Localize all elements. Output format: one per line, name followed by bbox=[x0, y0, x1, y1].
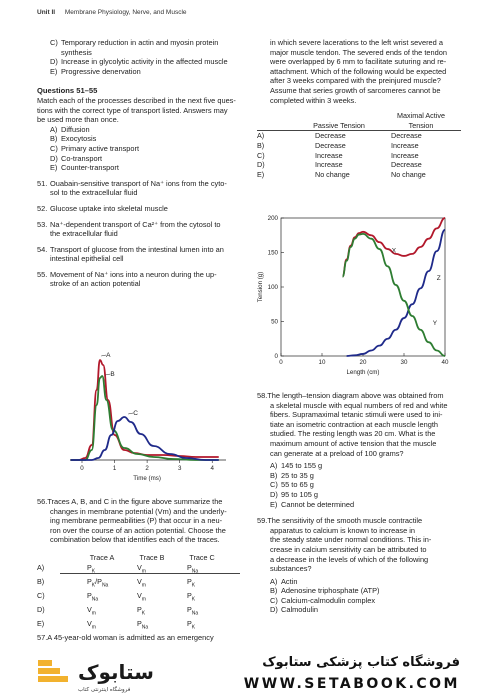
question-line bbox=[37, 279, 237, 289]
question-line: Assume that series growth of sarcomeres cannot be bbox=[270, 85, 441, 95]
question-line bbox=[37, 179, 237, 189]
answer-option bbox=[270, 596, 463, 606]
right-column bbox=[257, 38, 463, 179]
table-cell: Decrease bbox=[391, 131, 422, 141]
option-text: Co-transport bbox=[61, 153, 103, 163]
question-line bbox=[37, 188, 237, 198]
option-text: synthesis bbox=[61, 47, 92, 57]
carry-option-line bbox=[37, 48, 237, 58]
table-cell: $P_K$ bbox=[187, 618, 196, 631]
table-cell: $P_{Na}$ bbox=[187, 604, 199, 617]
table-cell: C) bbox=[257, 150, 265, 160]
option-text: Temporary reduction in actin and myosin protein bbox=[61, 38, 219, 47]
question-56-block bbox=[37, 497, 237, 633]
option-label: E) bbox=[50, 66, 58, 76]
question-line: attachment. Which of the following would be expected bbox=[270, 66, 447, 76]
question-line bbox=[37, 526, 237, 536]
trace-answer-table bbox=[37, 553, 227, 633]
length-tension-figure bbox=[257, 208, 463, 385]
table-cell: No change bbox=[315, 169, 350, 179]
table-header-cell: Trace C bbox=[189, 552, 215, 562]
question-number: 57. bbox=[37, 633, 48, 642]
answer-option bbox=[270, 577, 463, 587]
table-header-cell: Trace A bbox=[89, 552, 115, 562]
question-text: crease in calcium sensitivity can be attributed to bbox=[270, 544, 427, 554]
carry-option-line bbox=[37, 57, 237, 67]
series-label-x: X bbox=[391, 247, 397, 255]
y-tick-label: 200 bbox=[267, 215, 278, 222]
question-text: ron over the course of an action potential. Choose the bbox=[50, 525, 226, 535]
answer-option bbox=[270, 461, 463, 471]
option-label: A) bbox=[50, 124, 58, 134]
option-label: D) bbox=[270, 489, 278, 499]
question-53 bbox=[37, 220, 237, 239]
question-line bbox=[257, 410, 463, 420]
question-text: maximum amount of active tension that the muscle bbox=[270, 438, 437, 448]
table-row bbox=[37, 577, 227, 591]
question-text: The length–tension diagram above was obtained from bbox=[267, 391, 444, 400]
question-55 bbox=[37, 270, 237, 289]
logo-wordmark: ستابوک bbox=[78, 660, 154, 684]
question-54 bbox=[37, 245, 237, 264]
question-text: fibers. Supramaximal tetanic stimuli were used to ini- bbox=[270, 410, 443, 420]
table-row bbox=[257, 151, 461, 161]
table-cell: $P_K$ bbox=[87, 562, 96, 574]
option-label: C) bbox=[270, 595, 278, 605]
x-tick-label: 20 bbox=[359, 359, 367, 366]
x-axis-label: Time (ms) bbox=[133, 475, 161, 482]
table-cell: Increase bbox=[315, 160, 343, 170]
table-cell: A) bbox=[257, 131, 265, 141]
option-text: Diffusion bbox=[61, 124, 90, 134]
table-row bbox=[257, 160, 461, 170]
table-cell: No change bbox=[391, 169, 426, 179]
banner-title: فروشگاه کتاب پزشکی ستابوک bbox=[262, 655, 460, 670]
question-line bbox=[257, 564, 463, 574]
table-row bbox=[257, 131, 461, 141]
option-label: C) bbox=[270, 480, 278, 490]
question-line: in which severe lacerations to the left wrist severed a bbox=[270, 38, 443, 47]
carry-option-line bbox=[37, 67, 237, 77]
table-cell: $V_m$ bbox=[137, 590, 146, 603]
question-text: stroke of an action potential bbox=[50, 279, 141, 289]
table-cell: $P_K$ bbox=[187, 590, 196, 603]
x-tick-label: 10 bbox=[318, 359, 326, 366]
table-cell: D) bbox=[257, 160, 265, 170]
option-label: D) bbox=[50, 57, 58, 67]
running-header bbox=[37, 9, 187, 16]
table-header-cell: Maximal Active bbox=[397, 111, 445, 121]
question-text: changes in membrane potential (Vm) and the underly- bbox=[50, 506, 227, 516]
y-tick-label: 100 bbox=[267, 284, 278, 291]
table-cell: Decrease bbox=[315, 140, 346, 150]
table-header-cell bbox=[257, 111, 297, 121]
question-57-start bbox=[37, 633, 237, 643]
transport-option bbox=[50, 144, 237, 154]
table-cell: Increase bbox=[391, 140, 419, 150]
question-58 bbox=[257, 391, 463, 458]
option-label: B) bbox=[50, 134, 58, 144]
option-label: E) bbox=[270, 499, 278, 509]
transport-option bbox=[50, 163, 237, 173]
question-line bbox=[257, 526, 463, 536]
question-number: 56. bbox=[37, 497, 48, 506]
table-cell: $P_K$ bbox=[187, 576, 196, 589]
option-label: C) bbox=[50, 38, 58, 47]
question-text: tiate an isometric contraction at each muscle length bbox=[270, 419, 439, 429]
question-line bbox=[257, 391, 463, 401]
y-tick-label: 150 bbox=[267, 249, 278, 257]
option-label: A) bbox=[270, 461, 278, 471]
unit-label: Unit II bbox=[37, 9, 56, 16]
question-line bbox=[257, 535, 463, 545]
banner-url[interactable]: WWW.SETABOOK.COM bbox=[243, 676, 460, 692]
answer-option bbox=[270, 586, 463, 596]
question-number: 59. bbox=[257, 516, 268, 526]
series-line-b bbox=[71, 376, 219, 460]
carry-option-line bbox=[37, 38, 237, 48]
question-text: ing membrane permeabilities (P) that occur in a neu- bbox=[50, 516, 223, 526]
question-text: the extracellular fluid bbox=[50, 229, 118, 239]
question-56 bbox=[37, 497, 237, 545]
questions-heading: Questions 51–55 bbox=[37, 86, 98, 96]
option-text: Progressive denervation bbox=[61, 66, 141, 76]
answer-option bbox=[270, 471, 463, 481]
option-text: Increase in glycolytic activity in the affected muscle bbox=[61, 57, 228, 67]
table-header-cell: Tension bbox=[381, 121, 461, 131]
table-cell: $P_K/P_{Na}$ bbox=[87, 576, 109, 589]
transport-options bbox=[37, 125, 237, 173]
table-cell: Increase bbox=[391, 150, 419, 160]
question-number: 53. bbox=[37, 219, 48, 229]
option-text: 25 to 35 g bbox=[281, 470, 314, 480]
question-text: combination below that identifies each of the traces. bbox=[50, 535, 220, 545]
question-line bbox=[257, 439, 463, 449]
table-cell: A) bbox=[37, 562, 45, 572]
plot-frame bbox=[281, 218, 445, 356]
table-cell: $P_K$ bbox=[137, 604, 146, 617]
table-row bbox=[37, 605, 227, 619]
series-label-b: B bbox=[110, 371, 115, 378]
question-line bbox=[257, 429, 463, 439]
tension-answer-table bbox=[257, 111, 461, 179]
table-cell: Increase bbox=[315, 150, 343, 160]
question-text: Traces A, B, and C in the figure above summarize the bbox=[47, 497, 223, 506]
question-line bbox=[257, 545, 463, 555]
series-label-a: A bbox=[106, 352, 111, 359]
table-cell: $P_{Na}$ bbox=[87, 590, 99, 603]
table-row bbox=[37, 563, 227, 577]
question-text: The sensitivity of the smooth muscle contractile bbox=[267, 516, 423, 526]
x-tick-label: 40 bbox=[441, 359, 449, 366]
table-cell: Decrease bbox=[391, 160, 422, 170]
question-text: Transport of glucose from the intestinal lumen into an bbox=[50, 244, 224, 254]
logo-tagline: فروشگاه اینترنتی کتاب bbox=[78, 687, 131, 693]
option-text: Adenosine triphosphate (ATP) bbox=[281, 586, 380, 596]
table-cell: $V_m$ bbox=[87, 604, 96, 617]
answer-option bbox=[270, 500, 463, 510]
option-label: E) bbox=[50, 163, 58, 173]
answer-option bbox=[270, 490, 463, 500]
x-tick-label: 30 bbox=[400, 359, 408, 366]
transport-option bbox=[50, 134, 237, 144]
transport-option bbox=[50, 125, 237, 135]
table-cell: C) bbox=[37, 590, 45, 600]
question-number: 54. bbox=[37, 244, 48, 254]
table-header-row bbox=[37, 553, 227, 563]
option-text: Calcium-calmodulin complex bbox=[281, 595, 376, 605]
action-potential-chart bbox=[60, 342, 230, 492]
question-text: a decrease in the levels of which of the following bbox=[270, 554, 429, 564]
option-text: 55 to 65 g bbox=[281, 480, 314, 490]
question-line bbox=[257, 555, 463, 565]
question-number: 52. bbox=[37, 203, 48, 213]
table-header-cell: Passive Tension bbox=[297, 121, 381, 131]
action-potential-figure bbox=[60, 342, 230, 497]
table-header-cell bbox=[257, 121, 297, 131]
question-line bbox=[37, 633, 237, 643]
question-line bbox=[257, 449, 463, 459]
table-header-row bbox=[257, 121, 461, 131]
question-line bbox=[37, 204, 237, 214]
question-text: intestinal epithelial cell bbox=[50, 254, 124, 264]
question-line bbox=[37, 220, 237, 230]
question-text: substances? bbox=[270, 564, 312, 574]
question-line bbox=[257, 516, 463, 526]
option-label: D) bbox=[50, 153, 58, 163]
table-header-cell bbox=[297, 111, 381, 121]
table-cell: $V_m$ bbox=[137, 576, 146, 589]
logo-mark-icon bbox=[38, 660, 68, 682]
question-text: Ouabain-sensitive transport of Na⁺ ions from the cyto- bbox=[50, 178, 227, 188]
question-text: a skeletal muscle with equal numbers of red and white bbox=[270, 400, 448, 410]
question-line bbox=[37, 229, 237, 239]
table-row bbox=[257, 141, 461, 151]
instruction-line: tions with the correct type of transport listed. Answers may bbox=[37, 105, 228, 115]
question-59 bbox=[257, 516, 463, 574]
table-cell: B) bbox=[37, 576, 45, 586]
table-cell: Decrease bbox=[315, 131, 346, 141]
right-lower-questions bbox=[257, 391, 463, 615]
question-text: apparatus to calcium is known to increase in bbox=[270, 525, 416, 535]
instruction-line: be used more than once. bbox=[37, 115, 119, 125]
instruction-line: Match each of the processes described in the next five ques- bbox=[37, 95, 236, 105]
chapter-title: Membrane Physiology, Nerve, and Muscle bbox=[64, 9, 187, 16]
question-51 bbox=[37, 179, 237, 198]
question-line: after 3 weeks compared with the preinjured muscle? bbox=[270, 76, 441, 86]
table-cell: E) bbox=[37, 618, 45, 628]
x-tick-label: 4 bbox=[210, 465, 214, 472]
table-cell: $P_{Na}$ bbox=[137, 618, 149, 631]
table-cell: $P_{Na}$ bbox=[187, 562, 199, 574]
question-number: 58. bbox=[257, 391, 268, 400]
y-tick-label: 0 bbox=[274, 353, 278, 360]
option-text: Counter-transport bbox=[61, 163, 119, 173]
option-text: 95 to 105 g bbox=[281, 489, 318, 499]
question-line bbox=[37, 245, 237, 255]
series-label-c: C bbox=[133, 410, 138, 417]
question-line bbox=[37, 535, 237, 545]
x-tick-label: 0 bbox=[279, 359, 283, 366]
x-axis-label: Length (cm) bbox=[346, 369, 380, 376]
table-cell: $V_m$ bbox=[87, 618, 96, 631]
series-label-z: Z bbox=[436, 275, 441, 283]
table-cell: E) bbox=[257, 169, 265, 179]
question-52 bbox=[37, 204, 237, 214]
question-text: the steady state under normal conditions. This in- bbox=[270, 535, 432, 545]
question-57-continued bbox=[257, 38, 463, 105]
x-tick-label: 2 bbox=[145, 465, 149, 472]
option-label: B) bbox=[270, 586, 278, 596]
question-text: studied. The resting length was 20 cm. What is the bbox=[270, 429, 436, 439]
table-header-cell bbox=[37, 553, 77, 563]
question-line bbox=[37, 497, 237, 507]
question-59-options bbox=[257, 577, 463, 615]
question-57-first-line bbox=[37, 633, 237, 643]
question-text: Na⁺-dependent transport of Ca²⁺ from the cytosol to bbox=[50, 219, 221, 229]
question-text: sol to the extracellular fluid bbox=[50, 188, 138, 198]
option-label: C) bbox=[50, 143, 58, 153]
x-tick-label: 1 bbox=[112, 465, 117, 472]
question-line: were overlapped by 6 mm to facilitate suturing and re- bbox=[270, 57, 447, 67]
question-text: Movement of Na⁺ ions into a neuron during the up- bbox=[50, 269, 217, 279]
option-text: Exocytosis bbox=[61, 134, 97, 144]
series-label-y: Y bbox=[432, 319, 438, 327]
question-line bbox=[37, 516, 237, 526]
y-axis-label: Tension (g) bbox=[257, 271, 264, 303]
option-text: Calmodulin bbox=[281, 605, 318, 615]
option-text: Primary active transport bbox=[61, 143, 140, 153]
option-text: Actin bbox=[281, 576, 298, 586]
answer-option bbox=[270, 480, 463, 490]
table-header-rule bbox=[60, 573, 240, 574]
question-number: 51. bbox=[37, 178, 48, 188]
x-tick-label: 0 bbox=[80, 465, 84, 472]
table-header-cell: Trace B bbox=[139, 552, 165, 562]
question-line: completed within 3 weeks. bbox=[270, 95, 357, 105]
option-label: B) bbox=[270, 470, 278, 480]
table-cell: D) bbox=[37, 604, 45, 614]
question-line bbox=[257, 420, 463, 430]
carry-over-options bbox=[37, 38, 237, 76]
question-text: can generate at a preload of 100 grams? bbox=[270, 448, 404, 458]
question-line bbox=[257, 401, 463, 411]
y-tick-label: 50 bbox=[271, 318, 278, 326]
table-row bbox=[37, 591, 227, 605]
option-text: Cannot be determined bbox=[281, 499, 355, 509]
option-label: A) bbox=[270, 576, 278, 586]
answer-option bbox=[270, 605, 463, 615]
question-number: 55. bbox=[37, 269, 48, 279]
question-line: major muscle tendon. The severed ends of the tendon bbox=[270, 47, 447, 57]
left-column bbox=[37, 38, 237, 289]
length-tension-chart bbox=[257, 208, 463, 380]
transport-option bbox=[50, 154, 237, 164]
table-row bbox=[37, 619, 227, 633]
option-text: 145 to 155 g bbox=[281, 461, 323, 471]
question-58-options bbox=[257, 461, 463, 509]
question-line bbox=[37, 254, 237, 264]
table-header-row bbox=[257, 111, 461, 121]
table-row bbox=[257, 170, 461, 180]
x-tick-label: 3 bbox=[177, 465, 182, 472]
question-text: A 45-year-old woman is admitted as an emergency bbox=[47, 633, 214, 642]
question-text: Glucose uptake into skeletal muscle bbox=[50, 203, 168, 213]
option-label: D) bbox=[270, 605, 278, 615]
question-line bbox=[37, 270, 237, 280]
table-cell: B) bbox=[257, 140, 265, 150]
question-line bbox=[37, 507, 237, 517]
table-cell: $V_m$ bbox=[137, 562, 146, 574]
instructions bbox=[37, 96, 237, 125]
